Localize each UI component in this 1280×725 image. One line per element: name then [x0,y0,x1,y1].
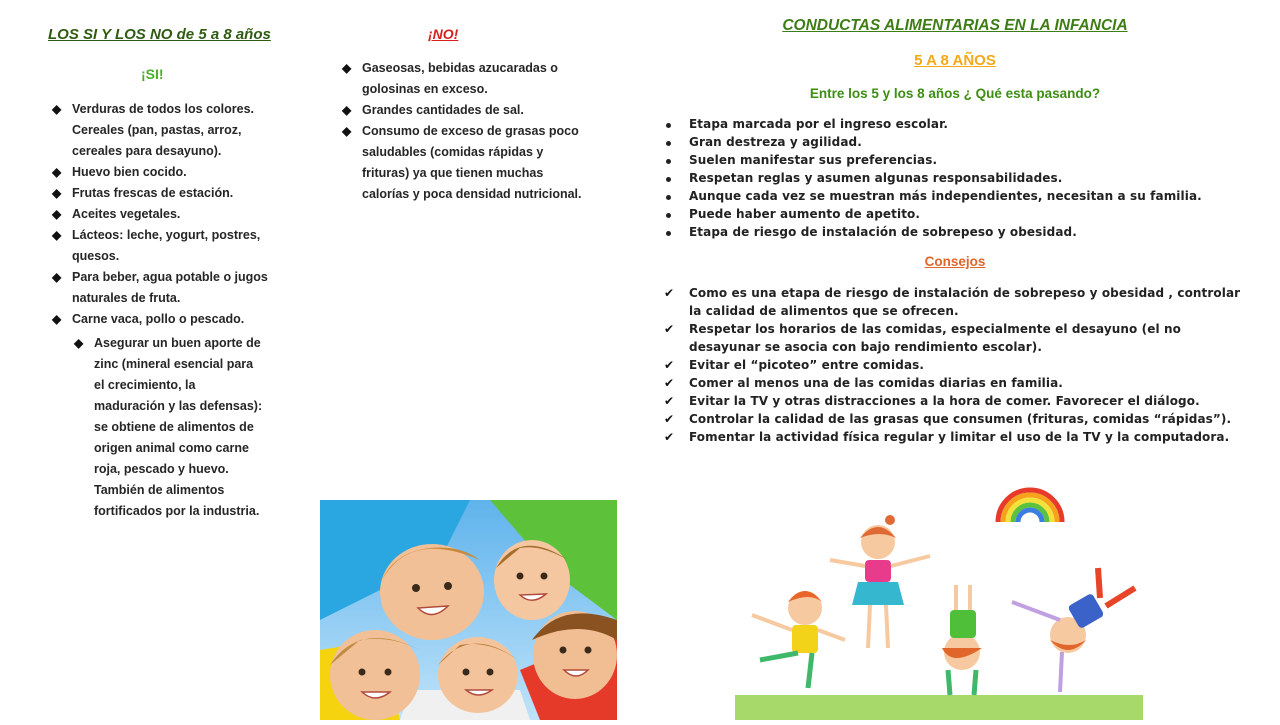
main-title: CONDUCTAS ALIMENTARIAS EN LA INFANCIA [782,17,1128,34]
children-photo [320,500,617,720]
si-heading: ¡SI! [141,66,164,82]
zinc-sub-list [74,333,264,522]
si-list [52,99,272,330]
no-heading: ¡NO! [428,26,459,42]
list-item: ◆ Asegurar un buen aporte de zinc (mineral esencial para el crecimiento, la maduración y las defensas): se obtiene de alimentos de origen animal como carne roja, pescado y huevo. También de alimentos fortificados por la industria. [74,333,264,522]
list-item: ◆ Grandes cantidades de sal. [342,100,582,121]
list-item: ◆ Para beber, agua potable o jugos naturales de fruta. [52,267,272,309]
list-item: Gran destreza y agilidad. [664,133,1254,151]
age-heading: 5 A 8 AÑOS [914,52,996,69]
list-item: ◆ Aceites vegetales. [52,204,272,225]
kids-playing-image [730,480,1160,720]
list-item: ✔ Respetar los horarios de las comidas, especialmente el desayuno (el no desayunar se asocia con bajo rendimiento escolar). [664,320,1254,356]
stage-points-list [664,115,1254,241]
list-item: ✔ Controlar la calidad de las grasas que consumen (frituras, comidas “rápidas”). [664,410,1254,428]
list-item: ◆ Huevo bien cocido. [52,162,272,183]
kids-playing-illustration [730,480,1160,720]
left-title: LOS SI Y LOS NO de 5 a 8 años [48,26,271,43]
list-item: ✔ Comer al menos una de las comidas diarias en familia. [664,374,1254,392]
question-heading: Entre los 5 y los 8 años ¿ Qué esta pasando? [809,86,1101,101]
list-item: ✔ Como es una etapa de riesgo de instalación de sobrepeso y obesidad , controlar la calidad de alimentos que se ofrecen. [664,284,1254,320]
consejos-heading: Consejos [924,254,986,269]
list-item: ◆ Lácteos: leche, yogurt, postres, quesos. [52,225,272,267]
list-item: Suelen manifestar sus preferencias. [664,151,1254,169]
list-item: Etapa de riesgo de instalación de sobrepeso y obesidad. [664,223,1254,241]
list-item: ◆ Gaseosas, bebidas azucaradas o golosinas en exceso. [342,58,582,100]
consejos-list [664,284,1254,446]
list-item: Etapa marcada por el ingreso escolar. [664,115,1254,133]
list-item: ✔ Evitar la TV y otras distracciones a la hora de comer. Favorecer el diálogo. [664,392,1254,410]
children-photo-image [320,500,617,720]
list-item: Respetan reglas y asumen algunas responsabilidades. [664,169,1254,187]
list-item: Puede haber aumento de apetito. [664,205,1254,223]
list-item: ◆ Carne vaca, pollo o pescado. [52,309,272,330]
list-item: ◆ Verduras de todos los colores. Cereales (pan, pastas, arroz, cereales para desayuno). [52,99,272,162]
list-item: ◆ Frutas frescas de estación. [52,183,272,204]
list-item: ✔ Evitar el “picoteo” entre comidas. [664,356,1254,374]
list-item: ◆ Consumo de exceso de grasas poco saludables (comidas rápidas y frituras) ya que tienen muchas calorías y poca densidad nutricional. [342,121,582,205]
no-list [342,58,582,205]
list-item: Aunque cada vez se muestran más independientes, necesitan a su familia. [664,187,1254,205]
list-item: ✔ Fomentar la actividad física regular y limitar el uso de la TV y la computadora. [664,428,1254,446]
